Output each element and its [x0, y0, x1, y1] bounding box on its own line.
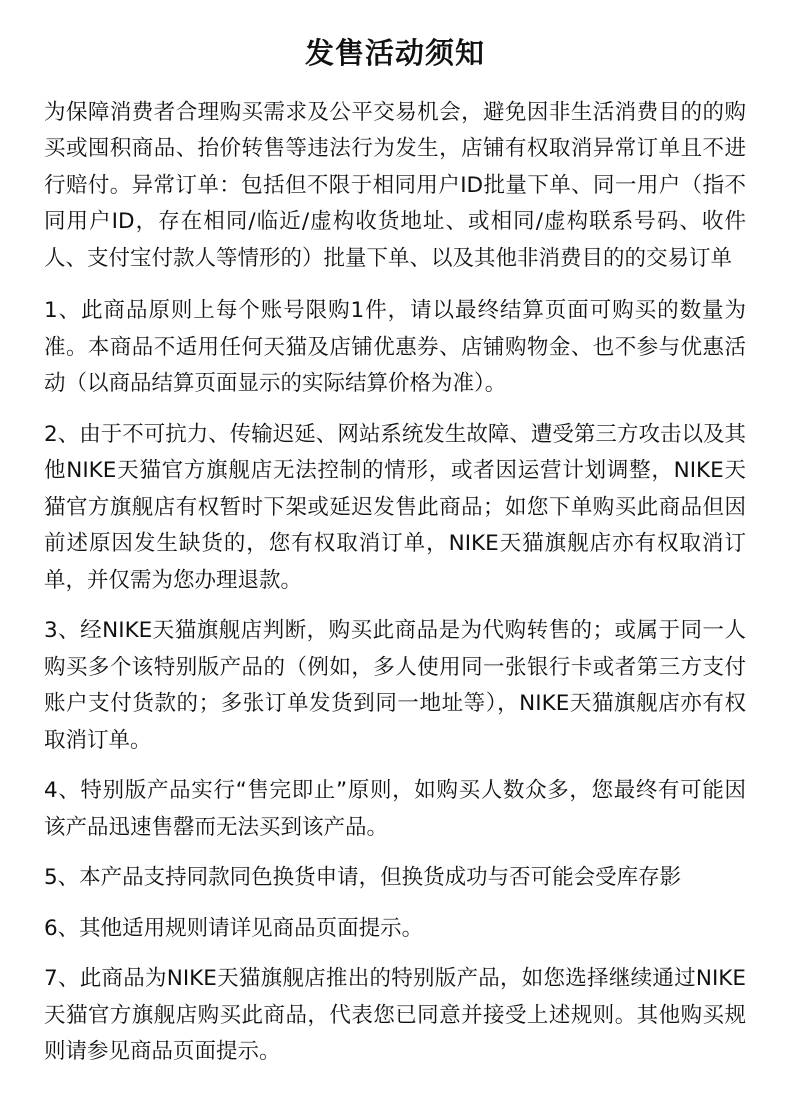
rule-item-5: 5、本产品支持同款同色换货申请，但换货成功与否可能会受库存影	[44, 865, 682, 891]
rule-item-2: 2、由于不可抗力、传输迟延、网站系统发生故障、遭受第三方攻击以及其他NIKE天猫官方旗舰店无法控制的情形，或者因运营计划调整，NIKE天猫官方旗舰店有权暂时下架或延迟发售此商品；如您下单购买此商品但因前述原因发生缺货的，您有权取消订单，NIKE天猫旗舰店亦有权取消订单，并仅需为您办理退款。	[44, 421, 746, 593]
page-title: 发售活动须知	[304, 36, 485, 70]
rule-item-7: 7、此商品为NIKE天猫旗舰店推出的特别版产品，如您选择继续通过NIKE天猫官方旗舰店购买此商品，代表您已同意并接受上述规则。其他购买规则请参见商品页面提示。	[44, 966, 746, 1065]
rule-item-6: 6、其他适用规则请详见商品页面提示。	[44, 915, 424, 941]
rule-item-4: 4、特别版产品实行“售完即止”原则，如购买人数众多，您最终有可能因该产品迅速售罄而无法买到该产品。	[44, 778, 746, 840]
rule-item-1: 1、此商品原则上每个账号限购1件，请以最终结算页面可购买的数量为准。本商品不适用任何天猫及店铺优惠券、店铺购物金、也不参与优惠活动（以商品结算页面显示的实际结算价格为准）。	[44, 298, 746, 397]
intro-paragraph: 为保障消费者合理购买需求及公平交易机会，避免因非生活消费目的的购买或囤积商品、抬价转售等违法行为发生，店铺有权取消异常订单且不进行赔付。异常订单：包括但不限于相同用户ID批量下单、同一用户（指不同用户ID，存在相同/临近/虚构收货地址、或相同/虚构联系号码、收件人、支付宝付款人等情形的）批量下单、以及其他非消费目的的交易订单	[44, 99, 746, 271]
rule-item-3: 3、经NIKE天猫旗舰店判断，购买此商品是为代购转售的；或属于同一人购买多个该特别版产品的（例如，多人使用同一张银行卡或者第三方支付账户支付货款的；多张订单发货到同一地址等），NIKE天猫旗舰店亦有权取消订单。	[44, 618, 746, 753]
